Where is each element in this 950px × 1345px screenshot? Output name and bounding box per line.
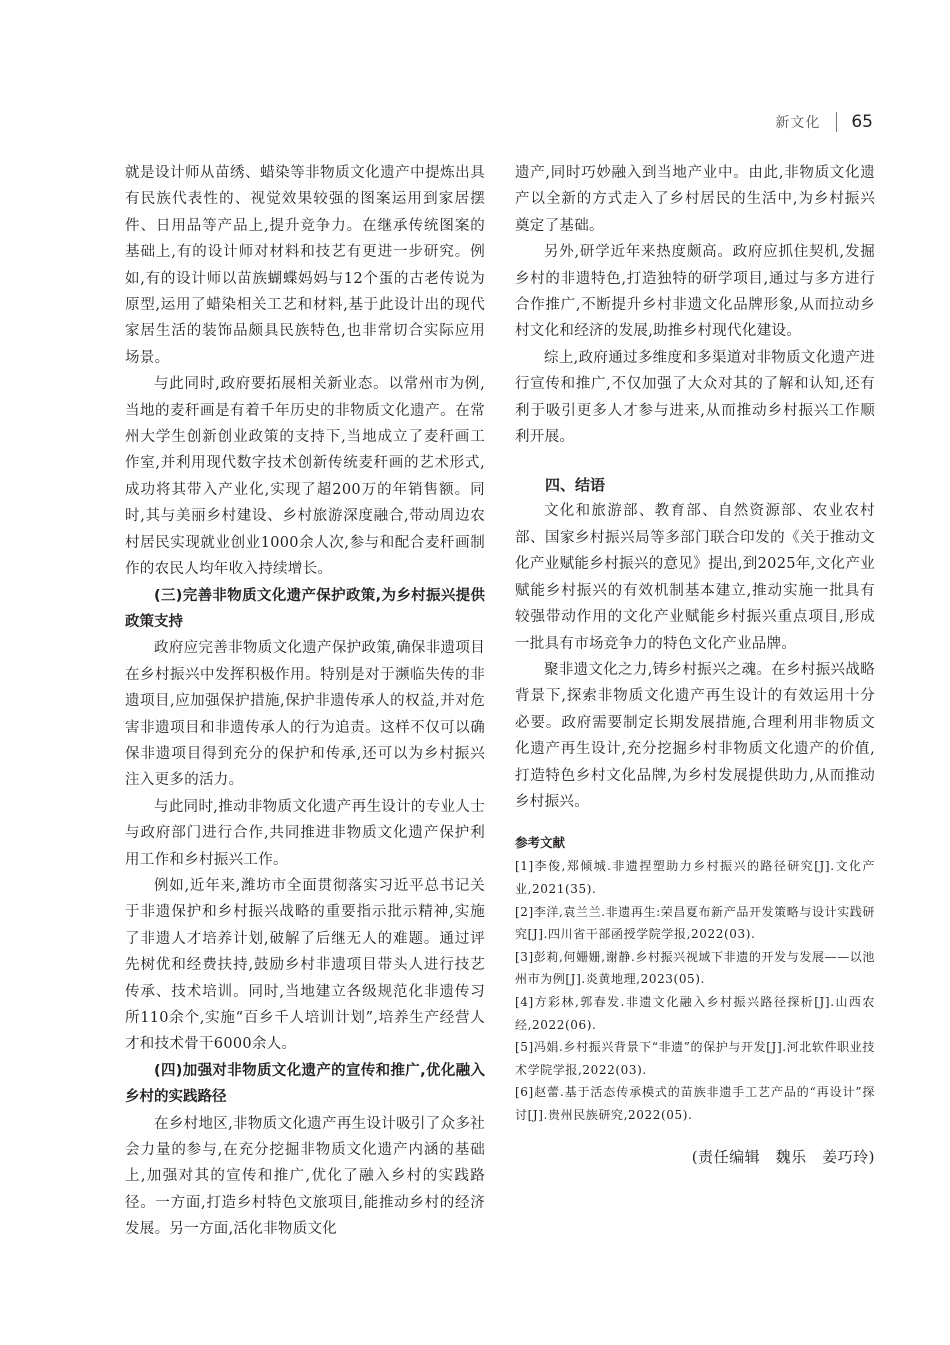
subsection-heading: (四)加强对非物质文化遗产的宣传和推广,优化融入乡村的实践路径	[125, 1062, 485, 1106]
paragraph: 遗产,同时巧妙融入到当地产业中。由此,非物质文化遗产以全新的方式走入了乡村居民的生活中,为乡村振兴奠定了基础。	[515, 165, 875, 234]
reference-item: [2]李洋,袁兰兰.非遗再生:荣昌夏布新产品开发策略与设计实践研究[J].四川省干部函授学院学报,2022(03).	[515, 904, 875, 942]
reference-item: [4]方彩林,郭春发.非遗文化融入乡村振兴路径探析[J].山西农经,2022(06).	[515, 994, 875, 1032]
paragraph: 与此同时,推动非物质文化遗产再生设计的专业人士与政府部门进行合作,共同推进非物质文化遗产保护利用工作和乡村振兴工作。	[125, 798, 485, 868]
reference-item: [5]冯娟.乡村振兴背景下“非遗”的保护与开发[J].河北软件职业技术学院学报,2022(03).	[515, 1040, 875, 1077]
right-column	[515, 160, 875, 1167]
journal-section-name: 新文化	[775, 115, 821, 131]
references-title: 参考文献	[515, 835, 566, 851]
left-column	[125, 160, 485, 1243]
paragraph: 文化和旅游部、教育部、自然资源部、农业农村部、国家乡村振兴局等多部门联合印发的《关于推动文化产业赋能乡村振兴的意见》提出,到2025年,文化产业赋能乡村振兴的有效机制基本建立,推动实施一批具有较强带动作用的文化产业赋能乡村振兴重点项目,形成一批具有市场竞争力的特色文化产业品牌。	[515, 503, 875, 652]
section-heading: 四、结语	[545, 476, 606, 495]
header-divider	[836, 112, 837, 132]
paragraph: 聚非遗文化之力,铸乡村振兴之魂。在乡村振兴战略背景下,探索非物质文化遗产再生设计的有效运用十分必要。政府需要制定长期发展措施,合理利用非物质文化遗产再生设计,充分挖掘乡村非物质文化遗产的价值,打造特色乡村文化品牌,为乡村发展提供助力,从而推动乡村振兴。	[515, 661, 875, 810]
paragraph: 例如,近年来,潍坊市全面贯彻落实习近平总书记关于非遗保护和乡村振兴战略的重要指示批示精神,实施了非遗人才培养计划,破解了后继无人的难题。通过评先树优和经费扶持,鼓励乡村非遗项目带头人进行技艺传承、技术培训。同时,当地建立各级规范化非遗传习所110余个,实施“百乡千人培训计划”,培养生产经营人才和技术骨干6000余人。	[125, 877, 485, 1053]
paragraph: 政府应完善非物质文化遗产保护政策,确保非遗项目在乡村振兴中发挥积极作用。特别是对于濒临失传的非遗项目,应加强保护措施,保护非遗传承人的权益,并对危害非遗项目和非遗传承人的行为追责。这样不仅可以确保非遗项目得到充分的保护和传承,还可以为乡村振兴注入更多的活力。	[125, 640, 485, 789]
paragraph: 在乡村地区,非物质文化遗产再生设计吸引了众多社会力量的参与,在充分挖掘非物质文化遗产内涵的基础上,加强对其的宣传和推广,优化了融入乡村的实践路径。一方面,打造乡村特色文旅项目,能推动乡村的经济发展。另一方面,活化非物质文化	[125, 1115, 485, 1238]
paragraph: 综上,政府通过多维度和多渠道对非物质文化遗产进行宣传和推广,不仅加强了大众对其的了解和认知,还有利于吸引更多人才参与进来,从而推动乡村振兴工作顺利开展。	[515, 349, 875, 446]
paragraph: 另外,研学近年来热度颇高。政府应抓住契机,发掘乡村的非遗特色,打造独特的研学项目,通过与多方进行合作推广,不断提升乡村非遗文化品牌形象,从而拉动乡村文化和经济的发展,助推乡村现代化建设。	[515, 244, 875, 340]
subsection-heading: (三)完善非物质文化遗产保护政策,为乡村振兴提供政策支持	[125, 587, 485, 630]
reference-item: [6]赵蕾.基于活态传承模式的苗族非遗手工艺产品的“再设计”探讨[J].贵州民族研究,2022(05).	[515, 1085, 875, 1122]
reference-list	[515, 855, 875, 1126]
page-number: 65	[851, 112, 873, 132]
running-header	[775, 112, 873, 132]
reference-item: [3]彭莉,何姗姗,谢静.乡村振兴视域下非遗的开发与发展——以池州市为例[J].炎黄地理,2023(05).	[515, 949, 875, 987]
reference-item: [1]李俊,郑倾城.非遗捏塑助力乡村振兴的路径研究[J].文化产业,2021(35).	[515, 859, 875, 896]
paragraph: 与此同时,政府要拓展相关新业态。以常州市为例,当地的麦秆画是有着千年历史的非物质文化遗产。在常州大学生创新创业政策的支持下,当地成立了麦秆画工作室,并利用现代数字技术创新传统麦秆画的艺术形式,成功将其带入产业化,实现了超200万的年销售额。同时,其与美丽乡村建设、乡村旅游深度融合,带动周边农村居民实现就业创业1000余人次,参与和配合麦秆画制作的农民人均年收入持续增长。	[125, 376, 485, 578]
paragraph: 就是设计师从苗绣、蜡染等非物质文化遗产中提炼出具有民族代表性的、视觉效果较强的图案运用到家居摆件、日用品等产品上,提升竞争力。在继承传统图案的基础上,有的设计师对材料和技艺有更进一步研究。例如,有的设计师以苗族蝴蝶妈妈与12个蛋的古老传说为原型,运用了蜡染相关工艺和材料,基于此设计出的现代家居生活的装饰品颇具民族特色,也非常切合实际应用场景。	[125, 165, 485, 366]
editor-note: (责任编辑 魏乐 姜巧玲)	[691, 1148, 875, 1167]
